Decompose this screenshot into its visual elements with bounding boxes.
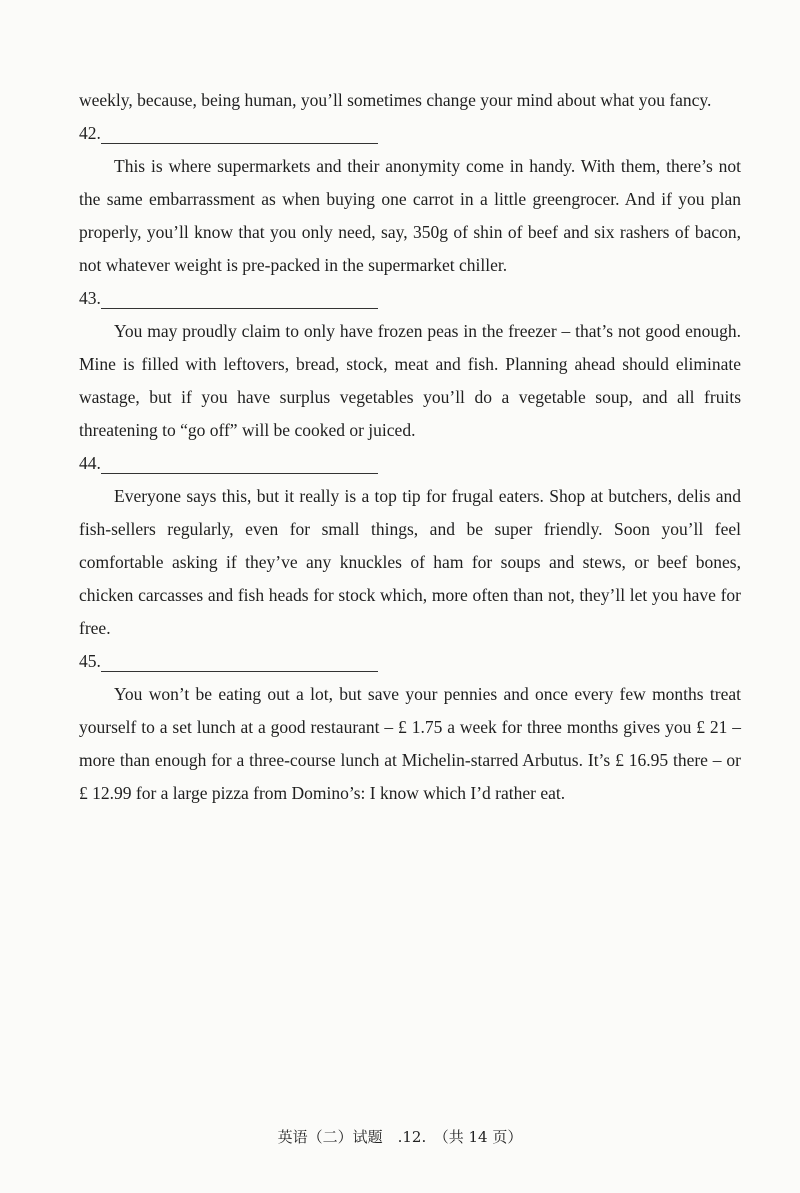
question-43-line [79, 282, 741, 315]
answer-blank-43[interactable] [101, 286, 378, 309]
answer-blank-42[interactable] [101, 121, 378, 144]
question-45-line [79, 645, 741, 678]
question-number: 43. [79, 288, 101, 308]
passage-paragraph: This is where supermarkets and their anonymity come in handy. With them, there’s not the same embarrassment as when buying one carrot in a little greengrocer. And if you plan properly, you’ll know that you only need, say, 350g of shin of beef and six rashers of bacon, not whatever weight is pre-packed in the supermarket chiller. [79, 156, 741, 275]
answer-blank-44[interactable] [101, 451, 378, 474]
page-footer: 英语（二）试题 .12. （共 14 页） [277, 1128, 523, 1146]
question-number: 45. [79, 651, 101, 671]
passage-paragraph: Everyone says this, but it really is a top tip for frugal eaters. Shop at butchers, delis and fish-sellers regularly, even for small things, and be super friendly. Soon you’ll feel comfortable asking if they’ve any knuckles of ham for soups and stews, or beef bones, chicken carcasses and fish heads for stock which, more often than not, they’ll let you have for free. [79, 486, 741, 638]
question-44-line [79, 447, 741, 480]
question-number: 42. [79, 123, 101, 143]
passage-paragraph: You may proudly claim to only have frozen peas in the freezer – that’s not good enough. Mine is filled with leftovers, bread, stock, meat and fish. Planning ahead should eliminate wastage, but if you have surplus vegetables you’ll do a vegetable soup, and all fruits threatening to “go off” will be cooked or juiced. [79, 321, 741, 440]
question-42-line [79, 117, 741, 150]
passage-paragraph-continued: weekly, because, being human, you’ll sometimes change your mind about what you fancy. [79, 90, 712, 110]
answer-blank-45[interactable] [101, 649, 378, 672]
question-number: 44. [79, 453, 101, 473]
passage-content [79, 84, 741, 810]
passage-paragraph: You won’t be eating out a lot, but save your pennies and once every few months treat yourself to a set lunch at a good restaurant – £ 1.75 a week for three months gives you £ 21 – more than enough for a three-course lunch at Michelin-starred Arbutus. It’s £ 16.95 there – or £ 12.99 for a large pizza from Domino’s: I know which I’d rather eat. [79, 684, 741, 803]
